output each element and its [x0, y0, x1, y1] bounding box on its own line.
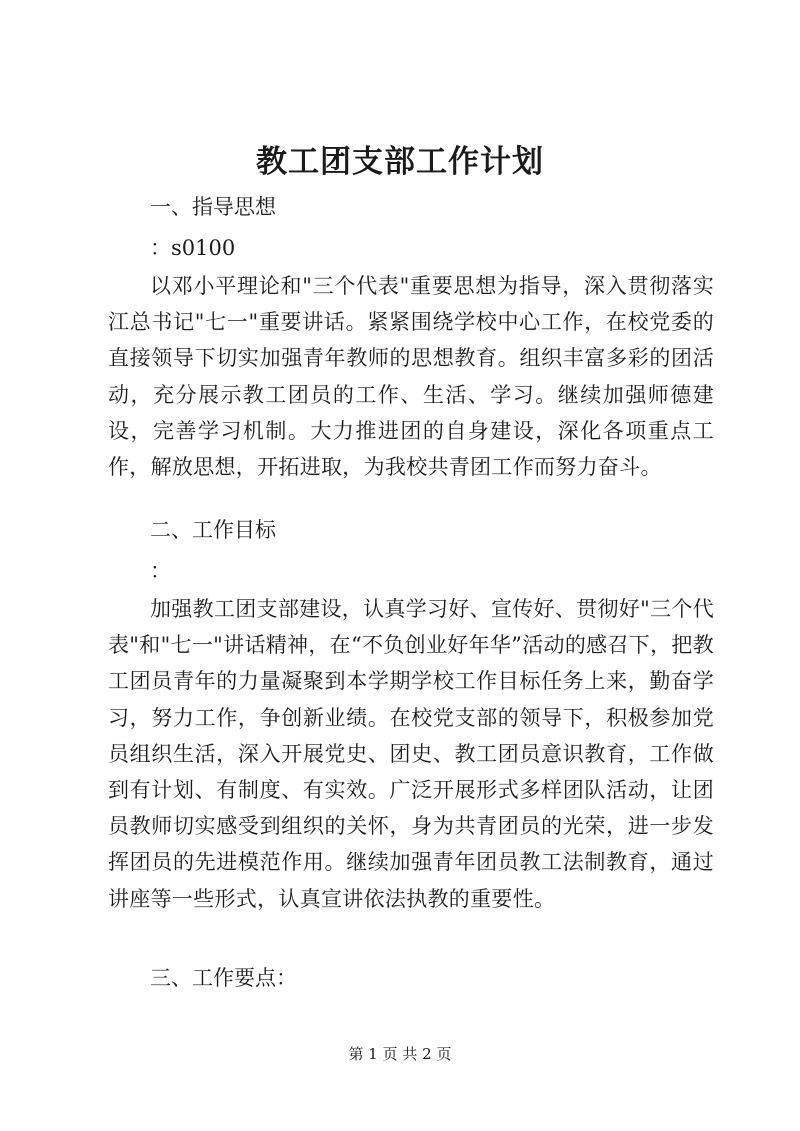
section-subline-colon: ：: [150, 559, 171, 583]
page-footer: 第 1 页 共 2 页: [348, 1045, 452, 1063]
section-heading-work-points: 三、工作要点：: [150, 966, 297, 990]
document-title: 教工团支部工作计划: [256, 144, 544, 180]
paragraph-work-goals: 加强教工团支部建设，认真学习好、宣传好、贯彻好"三个代表"和"七一"讲话精神，在“不负创业好年华”活动的感召下，把教工团员青年的力量凝聚到本学期学校工作目标任务上来，勤奋学习，努力工作，争创新业绩。在校党支部的领导下，积极参加党员组织生活，深入开展党史、团史、教工团员意识教育，工作做到有计划、有制度、有实效。广泛开展形式多样团队活动，让团员教师切实感受到组织的关怀，身为共青团员的光荣，进一步发挥团员的先进模范作用。继续加强青年团员教工法制教育，通过讲座等一些形式，认真宣讲依法执教的重要性。: [108, 597, 714, 911]
section-subline-code: ：s0100: [150, 236, 236, 260]
paragraph-guiding-ideology: 以邓小平理论和"三个代表"重要思想为指导，深入贯彻落实江总书记"七一"重要讲话。紧紧围绕学校中心工作，在校党委的直接领导下切实加强青年教师的思想教育。组织丰富多彩的团活动，充分展示教工团员的工作、生活、学习。继续加强师德建设，完善学习机制。大力推进团的自身建设，深化各项重点工作，解放思想，开拓进取，为我校共青团工作而努力奋斗。: [108, 274, 714, 480]
section-heading-work-goals: 二、工作目标: [150, 518, 276, 542]
section-heading-guiding-ideology: 一、指导思想: [150, 195, 276, 219]
